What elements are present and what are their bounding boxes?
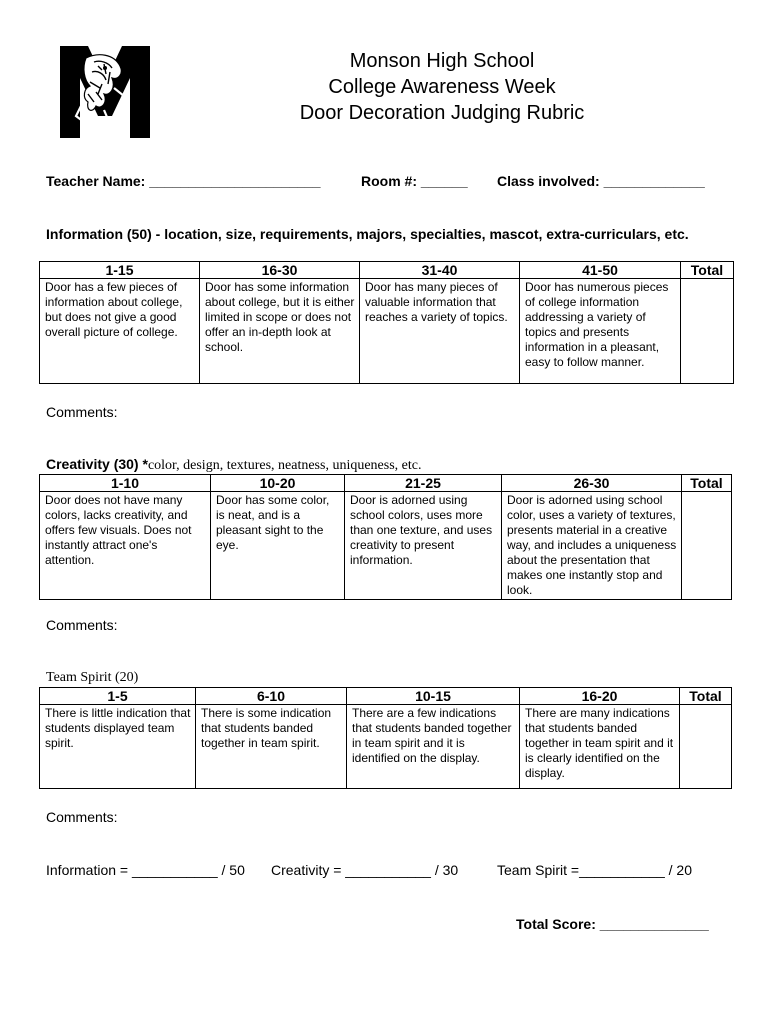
- column-header: 1-10: [40, 475, 211, 492]
- team-spirit-comments-label: Comments:: [46, 809, 118, 825]
- event-name: College Awareness Week: [328, 76, 556, 98]
- criteria-cell: There is little indication that students displayed team spirit.: [40, 705, 196, 789]
- school-logo: [58, 44, 152, 140]
- total-cell: [681, 279, 734, 384]
- table-row: [40, 492, 732, 600]
- creativity-heading-criteria: color, design, textures, neatness, uniqueness, etc.: [147, 458, 422, 473]
- criteria-cell: Door has numerous pieces of college information addressing a variety of topics and presents information in a pleasant, easy to follow manner.: [520, 279, 681, 384]
- criteria-cell: Door has some color, is neat, and is a pleasant sight to the eye.: [211, 492, 345, 600]
- criteria-cell: There are a few indications that students banded together in team spirit and it is identified on the display.: [347, 705, 520, 789]
- creativity-heading-bold: Creativity (30) *: [46, 456, 148, 472]
- criteria-cell: Door has a few pieces of information about college, but does not give a good overall picture of college.: [40, 279, 200, 384]
- document-title: [200, 48, 684, 126]
- total-cell: [680, 705, 732, 789]
- team-spirit-score-field: Team Spirit =___________ / 20: [497, 862, 692, 878]
- column-header: 26-30: [502, 475, 682, 492]
- room-number-field: Room #: ______: [361, 173, 468, 189]
- rubric-title: Door Decoration Judging Rubric: [299, 102, 585, 124]
- column-header: 41-50: [520, 262, 681, 279]
- table-row: [40, 279, 734, 384]
- column-header: 31-40: [360, 262, 520, 279]
- table-header-row: [40, 262, 734, 279]
- creativity-rubric-table: [39, 474, 732, 600]
- criteria-cell: Door is adorned using school colors, uses more than one texture, and uses creativity to present information.: [345, 492, 502, 600]
- criteria-cell: There are many indications that students banded together in team spirit and it is clearly identified on the display.: [520, 705, 680, 789]
- column-header: 1-5: [40, 688, 196, 705]
- column-header: 16-30: [200, 262, 360, 279]
- criteria-cell: Door does not have many colors, lacks creativity, and offers few visuals. Does not instantly attract one's attention.: [40, 492, 211, 600]
- table-row: [40, 705, 732, 789]
- column-header: 16-20: [520, 688, 680, 705]
- school-name: Monson High School: [349, 50, 535, 72]
- total-cell: [682, 492, 732, 600]
- creativity-comments-label: Comments:: [46, 617, 118, 633]
- table-header-row: [40, 688, 732, 705]
- information-score-field: Information = ___________ / 50: [46, 862, 245, 878]
- information-heading: Information (50) - location, size, requirements, majors, specialties, mascot, extra-curriculars, etc.: [46, 226, 689, 242]
- information-comments-label: Comments:: [46, 404, 118, 420]
- column-header: Total: [682, 475, 732, 492]
- column-header: 1-15: [40, 262, 200, 279]
- column-header: Total: [680, 688, 732, 705]
- column-header: 6-10: [196, 688, 347, 705]
- column-header: Total: [681, 262, 734, 279]
- class-involved-field: Class involved: _____________: [497, 173, 705, 189]
- criteria-cell: Door has some information about college, but it is either limited in scope or does not offer an in-depth look at school.: [200, 279, 360, 384]
- criteria-cell: Door has many pieces of valuable information that reaches a variety of topics.: [360, 279, 520, 384]
- total-score-field: Total Score: ______________: [516, 916, 709, 932]
- creativity-score-field: Creativity = ___________ / 30: [271, 862, 459, 878]
- team-spirit-rubric-table: [39, 687, 732, 789]
- column-header: 10-15: [347, 688, 520, 705]
- criteria-cell: Door is adorned using school color, uses a variety of textures, presents material in a creative way, and includes a uniqueness about the presentation that makes one instantly stop and look.: [502, 492, 682, 600]
- monson-m-mascot-logo: [58, 44, 152, 140]
- table-header-row: [40, 475, 732, 492]
- criteria-cell: There is some indication that students banded together in team spirit.: [196, 705, 347, 789]
- information-rubric-table: [39, 261, 734, 384]
- column-header: 10-20: [211, 475, 345, 492]
- team-spirit-heading: Team Spirit (20): [46, 670, 139, 685]
- creativity-heading: [46, 456, 421, 474]
- column-header: 21-25: [345, 475, 502, 492]
- teacher-name-field: Teacher Name: ______________________: [46, 173, 321, 189]
